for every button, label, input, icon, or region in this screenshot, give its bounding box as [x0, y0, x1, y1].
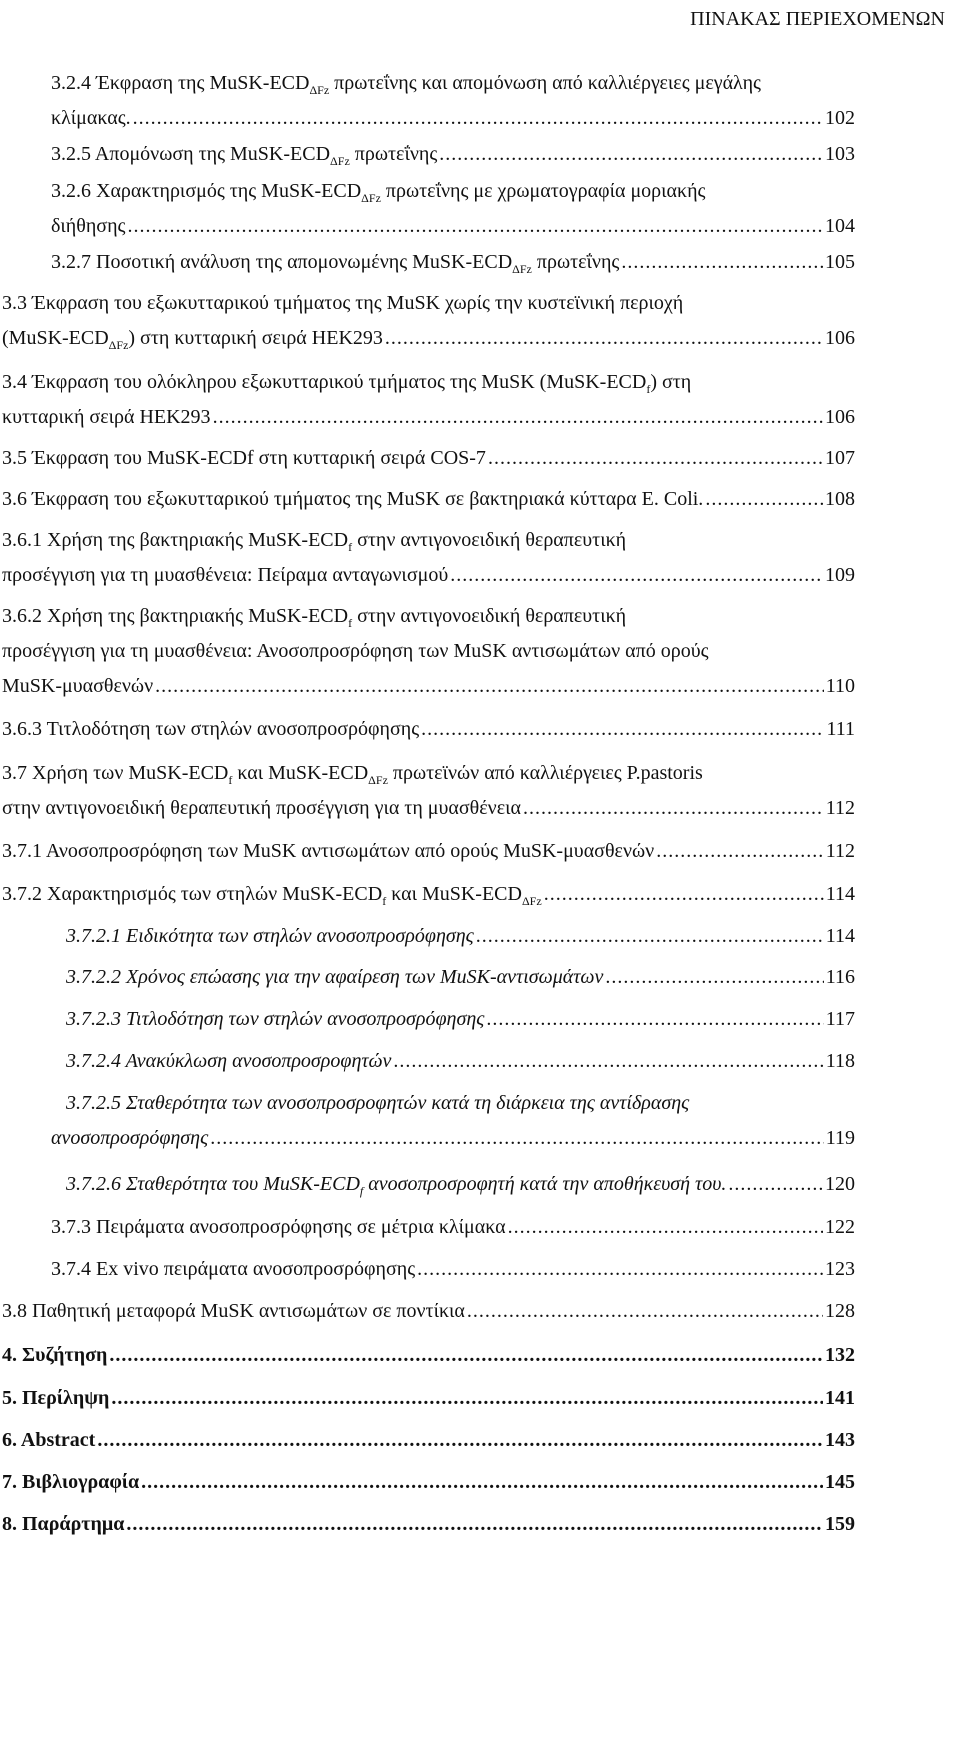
leader-dots [705, 482, 823, 517]
leader-dots [210, 1121, 824, 1156]
page-ref: 120 [825, 1173, 855, 1195]
leader-dots [421, 712, 824, 747]
leader-dots [508, 1210, 823, 1245]
page-ref: 111 [826, 718, 855, 740]
page-ref: 122 [825, 1216, 855, 1238]
leader-dots [523, 791, 824, 826]
toc-entry-3-7-2-2[interactable]: 3.7.2.2 Χρόνος επώασης για την αφαίρεση των MuSK-αντισωμάτων ..... 116 [66, 960, 855, 995]
leader-dots [385, 321, 823, 356]
toc-entry-3-7-2-4[interactable]: 3.7.2.4 Ανακύκλωση ανοσοπροσροφητών ..... 118 [66, 1044, 855, 1079]
leader-dots [544, 877, 824, 912]
page-ref: 123 [825, 1258, 855, 1280]
leader-dots [141, 1465, 823, 1500]
toc-entry-4[interactable]: 4. Συζήτηση ..... 132 [2, 1338, 855, 1373]
toc-entry-3-7-2[interactable]: 3.7.2 Χαρακτηρισμός των στηλών MuSK-$ECD_f$ και MuSK-$ECD_{\Delta Fz}$ ..... 114 [2, 877, 855, 912]
page-ref: 128 [825, 1300, 855, 1322]
leader-dots [126, 1507, 823, 1542]
toc-entry-3-7-2-1[interactable]: 3.7.2.1 Ειδικότητα των στηλών ανοσοπροσρόφησης ..... 114 [66, 919, 855, 954]
toc-entry-3-2-4[interactable]: 3.2.4 Έκφραση της MuSK-$ECD_{\Delta Fz}$ πρωτεΐνης και απομόνωση από καλλιέργειες μεγάλης κλίμακας. ..... 102 [51, 66, 855, 136]
leader-dots [111, 1381, 823, 1416]
running-header: ΠΙΝΑΚΑΣ ΠΕΡΙΕΧΟΜΕΝΩΝ [690, 8, 945, 30]
leader-dots [155, 669, 824, 704]
page-ref: 112 [825, 797, 855, 819]
leader-dots [450, 558, 823, 593]
page-ref: 119 [825, 1127, 855, 1149]
toc-entry-3-7-2-3[interactable]: 3.7.2.3 Τιτλοδότηση των στηλών ανοσοπροσρόφησης ..... 117 [66, 1002, 855, 1037]
leader-dots [486, 1002, 823, 1037]
toc-entry-3-2-6[interactable]: 3.2.6 Χαρακτηρισμός της MuSK-$ECD_{\Delta Fz}$ πρωτεΐνης με χρωματογραφία μοριακής διήθησης ..... 104 [51, 174, 855, 244]
page-ref: 106 [825, 406, 855, 428]
toc-entry-3-2-7[interactable]: 3.2.7 Ποσοτική ανάλυση της απομονωμένης MuSK-$ECD_{\Delta Fz}$ πρωτεΐνης ..... 105 [51, 245, 855, 280]
leader-dots [109, 1338, 823, 1373]
page-ref: 117 [825, 1008, 855, 1030]
toc-entry-3-6-2[interactable]: 3.6.2 Χρήση της βακτηριακής MuSK-$ECD_f$ στην αντιγονοειδική θεραπευτική προσέγγιση για τη μυασθένεια: Ανοσοπροσρόφηση των MuSK αντισωμάτων από ορούς MuSK-μυασθενών ..... 110 [2, 599, 855, 704]
leader-dots [97, 1423, 823, 1458]
toc-entry-7[interactable]: 7. Βιβλιογραφία ..... 145 [2, 1465, 855, 1500]
toc-entry-3-7-2-6[interactable]: 3.7.2.6 Σταθερότητα του MuSK-$ECD_f$ ανοσοπροσροφητή κατά την αποθήκευσή του. ..... 120 [66, 1167, 855, 1202]
toc-entry-3-5[interactable]: 3.5 Έκφραση του MuSK-ECDf στη κυτταρική σειρά COS-7 ..... 107 [2, 441, 855, 476]
toc-entry-3-6[interactable]: 3.6 Έκφραση του εξωκυτταρικού τμήματος της MuSK σε βακτηριακά κύτταρα E. Coli. ..... 108 [2, 482, 855, 517]
leader-dots [476, 919, 824, 954]
leader-dots [728, 1167, 823, 1202]
leader-dots [127, 209, 823, 244]
page-ref: 114 [825, 883, 855, 905]
toc-entry-3-7-1[interactable]: 3.7.1 Ανοσοπροσρόφηση των MuSK αντισωμάτων από ορούς MuSK-μυασθενών ..... 112 [2, 834, 855, 869]
page-ref: 102 [825, 107, 855, 129]
page-ref: 105 [825, 251, 855, 273]
page-ref: 114 [825, 925, 855, 947]
toc-entry-3-6-1[interactable]: 3.6.1 Χρήση της βακτηριακής MuSK-$ECD_f$ στην αντιγονοειδική θεραπευτική προσέγγιση για τη μυασθένεια: Πείραμα ανταγωνισμού ..... 109 [2, 523, 855, 593]
toc-entry-3-7[interactable]: 3.7 Χρήση των MuSK-$ECD_f$ και MuSK-$ECD_{\Delta Fz}$ πρωτεϊνών από καλλιέργειες P.pastoris στην αντιγονοειδική θεραπευτική προσέγγιση για τη μυασθένεια ..... 112 [2, 756, 855, 826]
page-ref: 116 [825, 966, 855, 988]
page-ref: 118 [825, 1050, 855, 1072]
toc-entry-3-6-3[interactable]: 3.6.3 Τιτλοδότηση των στηλών ανοσοπροσρόφησης ..... 111 [2, 712, 855, 747]
leader-dots [605, 960, 823, 995]
toc-entry-5[interactable]: 5. Περίληψη ..... 141 [2, 1381, 855, 1416]
page-ref: 103 [825, 143, 855, 165]
toc-entry-3-3[interactable]: 3.3 Έκφραση του εξωκυτταρικού τμήματος της MuSK χωρίς την κυστεϊνική περιοχή $(MuSK-ECD_{\Delta Fz})$ στη κυτταρική σειρά HEK293 ..... 106 [2, 286, 855, 356]
toc-entry-8[interactable]: 8. Παράρτημα ..... 159 [2, 1507, 855, 1542]
page-ref: 110 [825, 675, 855, 697]
toc-entry-3-4[interactable]: 3.4 Έκφραση του ολόκληρου εξωκυτταρικού τμήματος της MuSK $(MuSK-ECD_f)$ στη κυτταρική σειρά HEK293 ..... 106 [2, 365, 855, 435]
leader-dots [417, 1252, 823, 1287]
toc-entry-6[interactable]: 6. Abstract ..... 143 [2, 1423, 855, 1458]
leader-dots [488, 441, 823, 476]
leader-dots [133, 101, 823, 136]
leader-dots [439, 137, 823, 172]
toc-entry-3-7-3[interactable]: 3.7.3 Πειράματα ανοσοπροσρόφησης σε μέτρια κλίμακα ..... 122 [51, 1210, 855, 1245]
page-ref: 108 [825, 488, 855, 510]
toc-entry-3-8[interactable]: 3.8 Παθητική μεταφορά MuSK αντισωμάτων σε ποντίκια ..... 128 [2, 1294, 855, 1329]
page-ref: 132 [825, 1344, 855, 1366]
page-ref: 141 [825, 1387, 855, 1409]
page-ref: 145 [825, 1471, 855, 1493]
page-ref: 104 [825, 215, 855, 237]
leader-dots [467, 1294, 823, 1329]
page-ref: 106 [825, 327, 855, 349]
leader-dots [656, 834, 824, 869]
leader-dots [621, 245, 823, 280]
leader-dots [213, 400, 823, 435]
toc-entry-3-2-5[interactable]: 3.2.5 Απομόνωση της MuSK-$ECD_{\Delta Fz}$ πρωτεΐνης ..... 103 [51, 137, 855, 172]
leader-dots [393, 1044, 823, 1079]
page-ref: 112 [825, 840, 855, 862]
page-ref: 107 [825, 447, 855, 469]
toc-entry-3-7-4[interactable]: 3.7.4 Ex vivo πειράματα ανοσοπροσρόφησης ..... 123 [51, 1252, 855, 1287]
page-ref: 143 [825, 1429, 855, 1451]
page-ref: 159 [825, 1513, 855, 1535]
page-ref: 109 [825, 564, 855, 586]
toc-entry-3-7-2-5[interactable]: 3.7.2.5 Σταθερότητα των ανοσοπροσροφητών κατά τη διάρκεια της αντίδρασης ανοσοπροσρόφησης ..... 119 [51, 1086, 855, 1156]
